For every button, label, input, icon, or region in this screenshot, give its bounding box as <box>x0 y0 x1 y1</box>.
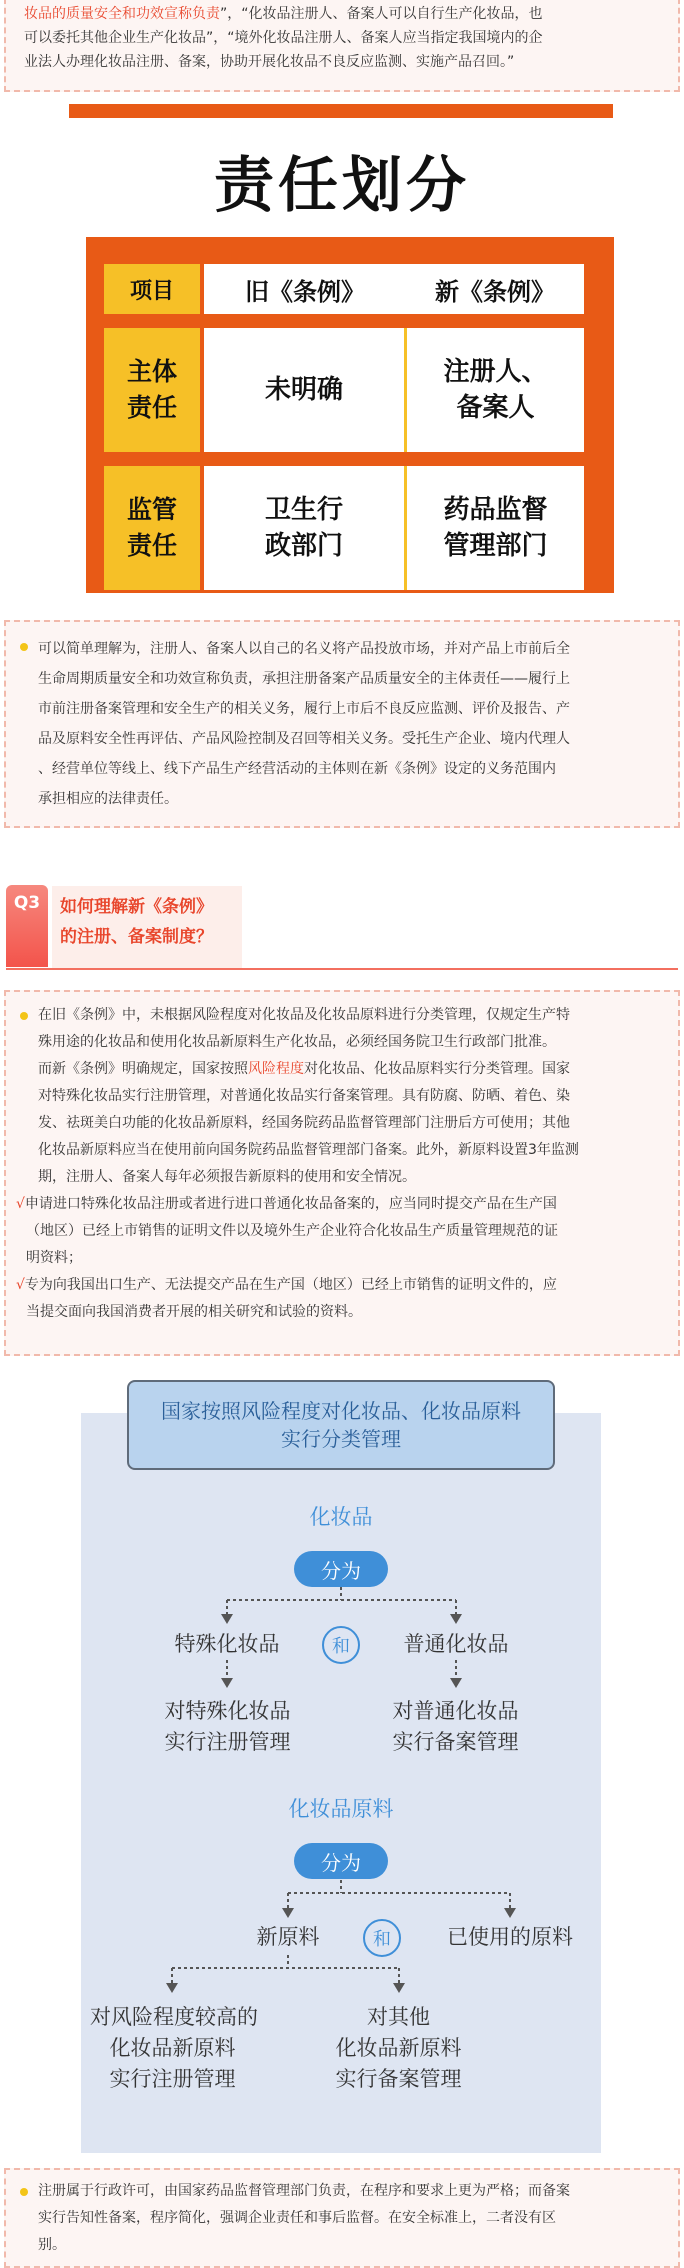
other-new-filing-node: 对其他 化妆品新原料 实行备案管理 <box>335 2005 462 2091</box>
diagram-title: 国家按照风险程度对化妆品、化妆品原料 实行分类管理 <box>127 1380 555 1470</box>
table-row-label: 监管 责任 <box>104 466 200 590</box>
question-badge: Q3 <box>6 885 48 967</box>
raw-materials-node: 化妆品原料 <box>288 1797 394 1821</box>
table-row-label: 主体 责任 <box>104 328 200 452</box>
used-raw-materials-node: 已使用的原料 <box>447 1925 573 1949</box>
explanation-text: 可以简单理解为，注册人、备案人以自己的名义将产品投放市场，并对产品上市前后全 生命周期质量安全和功效宣称负责，承担注册备案产品质量安全的主体责任——履行上 市前注册备案管理和安全生产的相关义务，履行上市后不良反应监测、评价及报告、产 品及原料安全性再评估、产品风险控制及召回等相关义务。受托生产企业、境内代理人 、经营单位等线上、线下产品生产经营活动的主体则在新《条例》设定的义务范围内 承担相应的法律责任。 <box>38 641 570 807</box>
new-raw-materials-node: 新原料 <box>256 1925 320 1949</box>
registration-vs-filing-box <box>4 2168 680 2268</box>
old-regulation-text: 在旧《条例》中，未根据风险程度对化妆品及化妆品原料进行分类管理，仅规定生产特 殊用途的化妆品和使用化妆品新原料生产化妆品，必须经国务院卫生行政部门批准。 而新《条例》明确规定，国家按照风险程度对化妆品、化妆品原料实行分类管理。国家 对特殊化妆品实行注册管理，对普通化妆品实行备案管理。具有防腐、防晒、着色、染 发、祛斑美白功能的化妆品新原料，经国务院药品监督管理部门注册后方可使用；其他 化妆品新原料应当在使用前向国务院药品监督管理部门备案。此外，新原料设置3年监测 期，注册人、备案人每年必须报告新原料的使用和安全情况。 <box>38 1007 579 1185</box>
table-cell-new: 药品监督 管理部门 <box>404 466 584 590</box>
and-connector: 和 <box>322 1626 360 1664</box>
import-requirement-text: √申请进口特殊化妆品注册或者进行进口普通化妆品备案的，应当同时提交产品在生产国 （地区）已经上市销售的证明文件以及境外生产企业符合化妆品生产质量管理规范的证 明资料； √专为向我国出口生产、无法提交产品在生产国（地区）已经上市销售的证明文件的，应 当提交面向我国消费者开展的相关研究和试验的资料。 <box>16 1196 558 1320</box>
intro-lead-highlight: 妆品的质量安全和功效宣称负责 <box>24 6 220 22</box>
divide-pill: 分为 <box>294 1843 388 1879</box>
question-title: 如何理解新《条例》 的注册、备案制度？ <box>52 886 242 968</box>
cosmetics-node: 化妆品 <box>309 1505 373 1529</box>
special-registration-node: 对特殊化妆品 实行注册管理 <box>164 1699 291 1754</box>
ordinary-cosmetics-node: 普通化妆品 <box>403 1632 509 1656</box>
check-icon: √ <box>16 1196 25 1212</box>
table-cell-new: 注册人、 备案人 <box>404 328 584 452</box>
registration-vs-filing-text: 注册属于行政许可，由国家药品监督管理部门负责，在程序和要求上更为严格；而备案 实行告知性备案，程序简化，强调企业责任和事后监督。在安全标准上，二者没有区 别。 <box>38 2183 570 2253</box>
table-header-old: 旧《条例》 <box>204 264 406 314</box>
table-header-new: 新《条例》 <box>406 264 584 314</box>
and-connector: 和 <box>363 1919 401 1957</box>
special-cosmetics-node: 特殊化妆品 <box>174 1632 280 1656</box>
bullet-dot-icon <box>20 2188 28 2196</box>
ordinary-filing-node: 对普通化妆品 实行备案管理 <box>392 1699 519 1754</box>
high-risk-registration-node: 对风险程度较高的 化妆品新原料 实行注册管理 <box>90 2005 258 2091</box>
risk-level-highlight: 风险程度 <box>248 1061 304 1077</box>
intro-paragraph: 妆品的质量安全和功效宣称负责”，“化妆品注册人、备案人可以自行生产化妆品，也 可以委托其他企业生产化妆品”，“境外化妆品注册人、备案人应当指定我国境内的企 业法人办理化妆品注册、备案，协助开展化妆品不良反应监测、实施产品召回。” <box>24 6 543 70</box>
section-title: 责任划分 <box>214 151 470 221</box>
check-icon: √ <box>16 1277 25 1293</box>
divide-pill: 分为 <box>294 1551 388 1587</box>
table-cell-old: 卫生行 政部门 <box>204 466 404 590</box>
table-header-item: 项目 <box>104 264 200 314</box>
table-cell-old: 未明确 <box>204 328 404 452</box>
